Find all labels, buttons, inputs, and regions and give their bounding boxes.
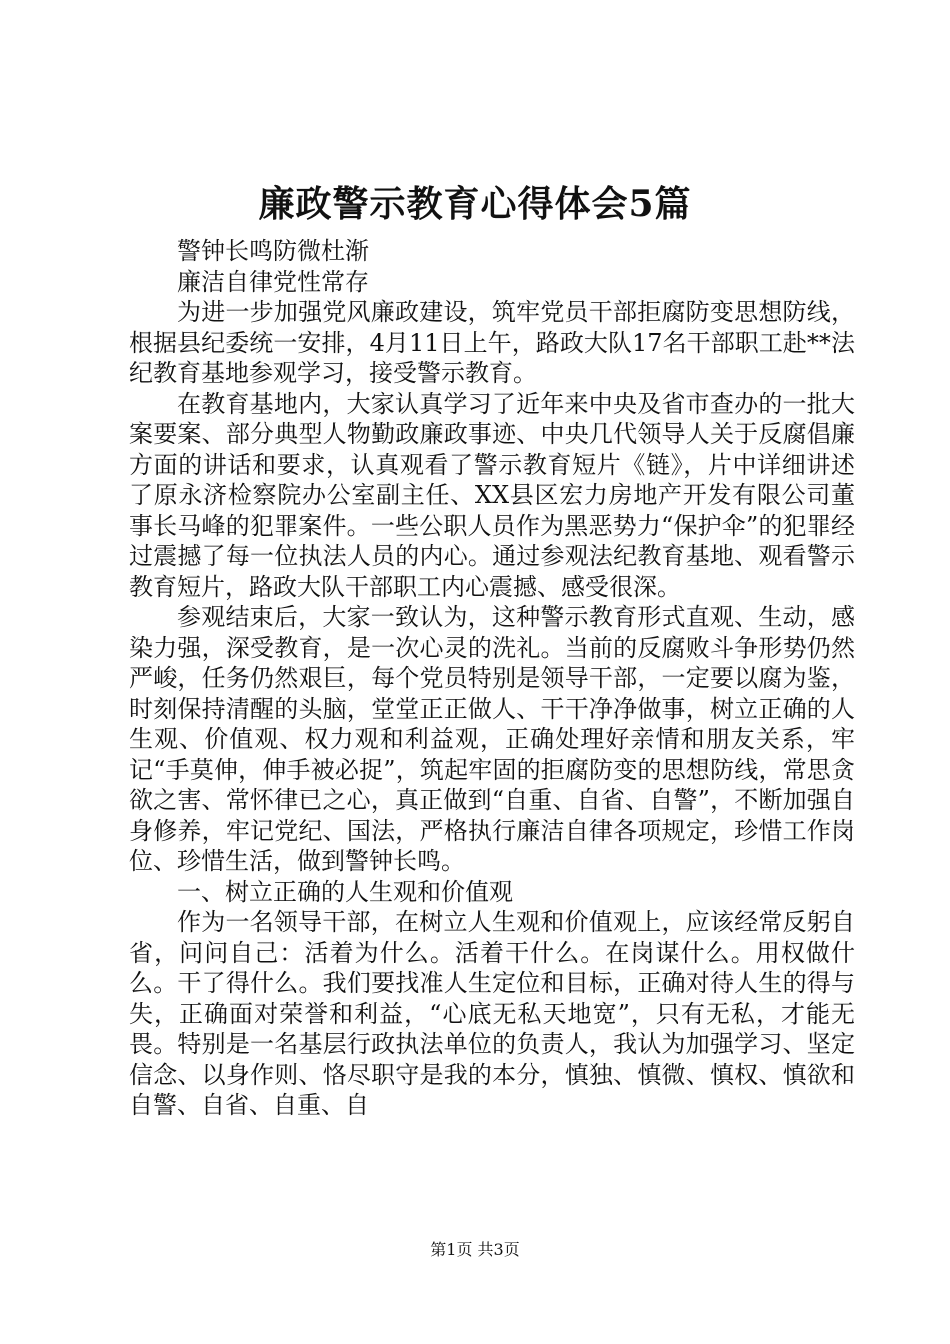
document-title: 廉政警示教育心得体会5篇: [258, 183, 692, 225]
paragraph: 为进一步加强党风廉政建设，筑牢党员干部拒腐防变思想防线，根据县纪委统一安排，4月11日上午，路政大队17名干部职工赴**法纪教育基地参观学习，接受警示教育。: [129, 298, 855, 387]
subtitle-line-1: 警钟长鸣防微杜渐: [177, 237, 369, 265]
subtitle-line-2: 廉洁自律党性常存: [177, 267, 369, 296]
document-body: [129, 236, 855, 1121]
page-footer: 第1页 共3页: [430, 1240, 520, 1259]
paragraph: 在教育基地内，大家认真学习了近年来中央及省市查办的一批大案要案、部分典型人物勤政廉政事迹、中央几代领导人关于反腐倡廉方面的讲话和要求，认真观看了警示教育短片《链》，片中详细讲述了原永济检察院办公室副主任、XX县区宏力房地产开发有限公司董事长马峰的犯罪案件。一些公职人员作为黑恶势力“保护伞”的犯罪经过震撼了每一位执法人员的内心。通过参观法纪教育基地、观看警示教育短片，路政大队干部职工内心震撼、感受很深。: [129, 389, 855, 601]
section-heading: 一、树立正确的人生观和价值观: [177, 877, 513, 906]
paragraph: 作为一名领导干部，在树立人生观和价值观上，应该经常反躬自省，问问自己：活着为什么。活着干什么。在岗谋什么。用权做什么。干了得什么。我们要找准人生定位和目标，正确对待人生的得与失，正确面对荣誉和利益，“心底无私天地宽”，只有无私，才能无畏。特别是一名基层行政执法单位的负责人，我认为加强学习、坚定信念、以身作则、恪尽职守是我的本分，慎独、慎微、慎权、慎欲和自警、自省、自重、自: [129, 908, 855, 1119]
paragraph: 参观结束后，大家一致认为，这种警示教育形式直观、生动，感染力强，深受教育，是一次心灵的洗礼。当前的反腐败斗争形势仍然严峻，任务仍然艰巨，每个党员特别是领导干部，一定要以腐为鉴，时刻保持清醒的头脑，堂堂正正做人、干干净净做事，树立正确的人生观、价值观、权力观和利益观，正确处理好亲情和朋友关系，牢记“手莫伸，伸手被必捉”，筑起牢固的拒腐防变的思想防线，常思贪欲之害、常怀律已之心，真正做到“自重、自省、自警”，不断加强自身修养，牢记党纪、国法，严格执行廉洁自律各项规定，珍惜工作岗位、珍惜生活，做到警钟长鸣。: [129, 603, 855, 875]
